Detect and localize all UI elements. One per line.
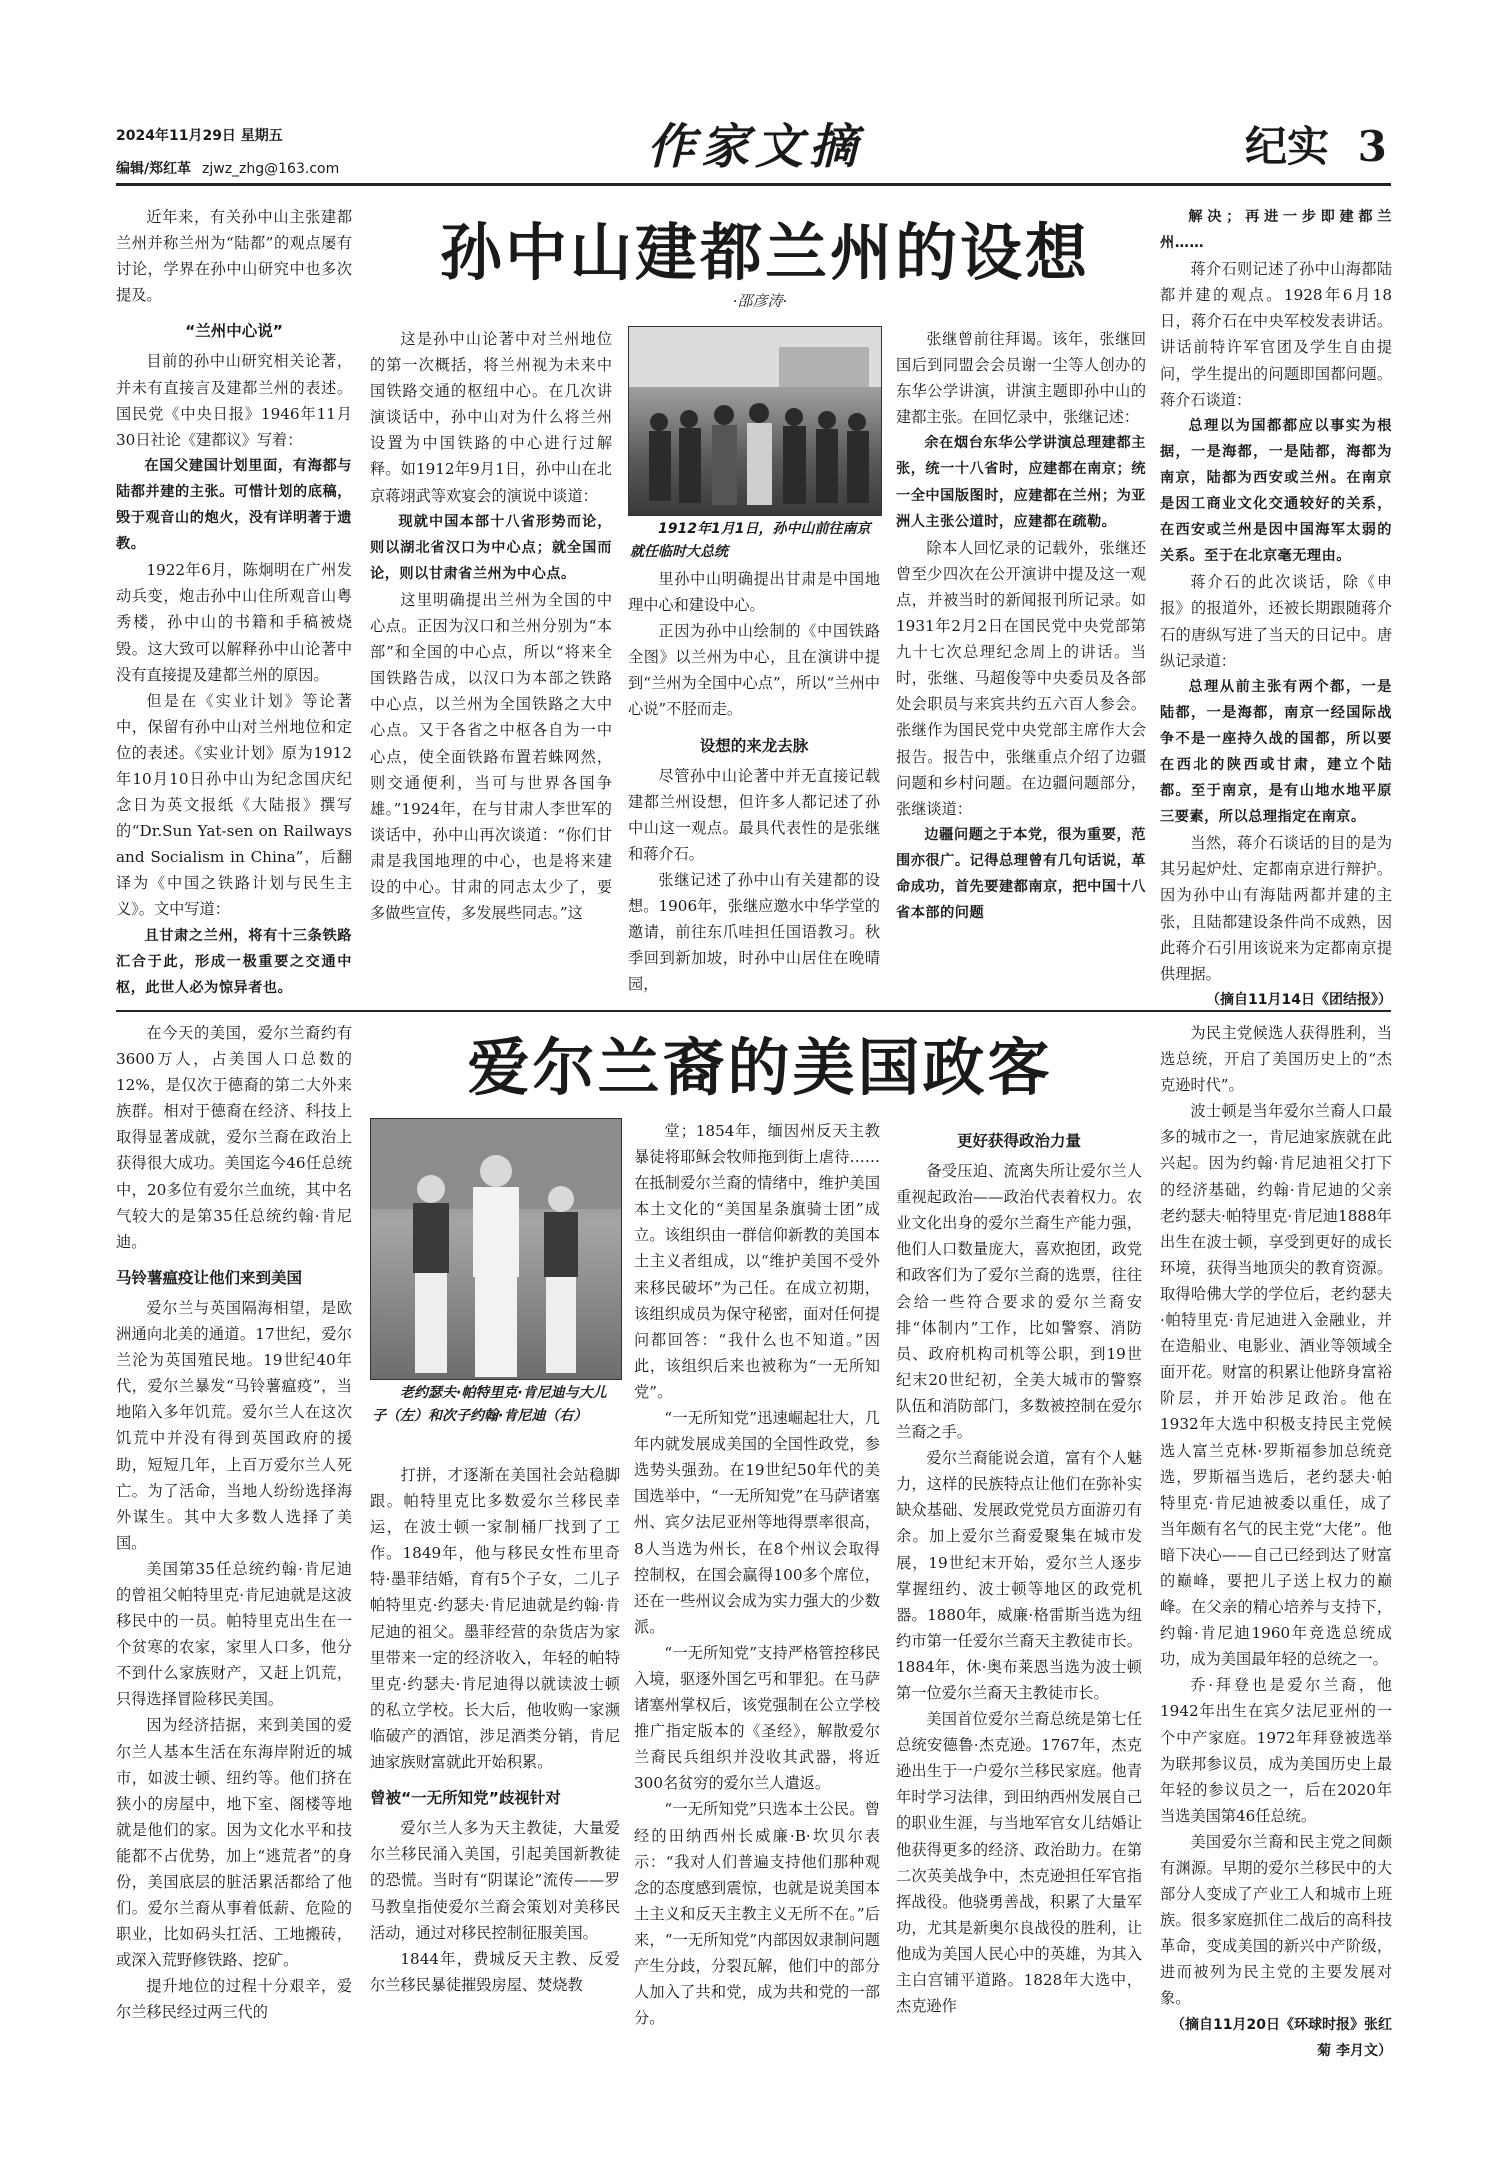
paragraph: “一无所知党”只选本土公民。曾经的田纳西州长威廉·B·坎贝尔表示：“我对人们普遍支持他们那种观念的态度感到震惊，也就是说美国本土主义和反天主教主义无所不在。”后来，“一无所知党”内部因奴隶制问题产生分歧，分裂瓦解，他们中的部分人加入了共和党，成为共和党的一部分。 xyxy=(634,1800,880,2028)
paragraph: 备受压迫、流离失所让爱尔兰人重视起政治——政治代表着权力。农业文化出身的爱尔兰裔生产能力强，他们人口数量庞大，喜欢抱团，政党和政客们为了爱尔兰裔的选票，往往会给一些符合要求的爱尔兰裔安排“体制内”工作，比如警察、消防员、政府机构司机等公职，到19世纪末20世纪初，全美大城市的警察队伍和消防部门，多数被控制在爱尔兰裔之手。 xyxy=(896,1162,1142,1442)
article1-author: ·邵彦涛· xyxy=(732,292,788,310)
quote-block: 总理以为国都都应以事实为根据，一是海都，一是陆都，海都为南京，陆都为西安或兰州。在南京是因工商业文化交通较好的关系，在西安或兰州是因中国海军太弱的关系。至于在北京毫无理由。 xyxy=(1160,417,1392,565)
paragraph: 但是在《实业计划》等论著中，保留有孙中山对兰州地位和定位的表述。《实业计划》原为1912年10月10日孙中山为纪念国庆纪念日为英文报纸《大陆报》撰写的“Dr.Sun Yat-sen on Railways and Socialism in China”，后翻译为《中国之铁路计划与民生主义》。文中写道： xyxy=(116,691,352,919)
paragraph: 打拼，才逐渐在美国社会站稳脚跟。帕特里克比多数爱尔兰移民幸运，在波士顿一家制桶厂找到了工作。1849年，他与移民女性布里奇特·墨菲结婚，育有5个子女，二儿子帕特里克·约瑟夫·肯尼迪就是约翰·肯尼迪的祖父。墨菲经营的杂货店为家里带来一定的经济收入，年轻的帕特里克·约瑟夫·肯尼迪得以就读波士顿的私立学校。长大后，他收购一家濒临破产的酒馆，涉足酒类分销，肯尼迪家族财富就此开始积累。 xyxy=(370,1466,620,1772)
paragraph: 提升地位的过程十分艰辛，爱尔兰移民经过两三代的 xyxy=(116,1977,352,2022)
paragraph: 蒋介石的此次谈话，除《申报》的报道外，还被长期跟随蒋介石的唐纵写进了当天的日记中。唐纵记录道： xyxy=(1160,573,1392,670)
source-note: （摘自11月14日《团结报》） xyxy=(1206,991,1392,1008)
paragraph: 爱尔兰与英国隔海相望，是欧洲通向北美的通道。17世纪，爱尔兰沦为英国殖民地。19世纪40年代，爱尔兰暴发“马铃薯瘟疫”，当地陷入多年饥荒。爱尔兰人在这次饥荒中并没有得到英国政府的援助，短短几年，上百万爱尔兰人死亡。为了活命，当地人纷纷选择海外谋生。其中大多数人选择了美国。 xyxy=(116,1298,352,1552)
paragraph: 为民主党候选人获得胜利，当选总统，开启了美国历史上的“杰克逊时代”。 xyxy=(1160,1024,1392,1095)
subheading: “兰州中心说” xyxy=(185,322,283,341)
paragraph: 张继记述了孙中山有关建都的设想。1906年，张继应邀水中华学堂的邀请，前往东爪哇担任国语教习。秋季回到新加坡，时孙中山居住在晚晴园， xyxy=(628,871,880,994)
paragraph: 里孙中山明确提出甘肃是中国地理中心和建设中心。 xyxy=(628,570,880,615)
paragraph: 当然，蒋介石谈话的目的是为其另起炉灶、定都南京进行辩护。因为孙中山有海陆两都并建的主张，且陆都建设条件尚不成熟，因此蒋介石引用该说来为定都南京提供理据。 xyxy=(1160,834,1392,983)
paragraph: 波士顿是当年爱尔兰裔人口最多的城市之一，肯尼迪家族就在此兴起。因为约翰·肯尼迪祖父打下的经济基础，约翰·肯尼迪的父亲老约瑟夫·帕特里克·肯尼迪1888年出生在波士顿，享受到更好的成长环境，获得当地顶尖的教育资源。取得哈佛大学的学位后，老约瑟夫·帕特里克·肯尼迪进入金融业，并在造船业、电影业、酒业等领域全面开花。财富的积累让他跻身富裕阶层，并开始涉足政治。他在1932年大选中积极支持民主党候选人富兰克林·罗斯福参加总统竞选，罗斯福当选后，老约瑟夫·帕特里克·肯尼迪被委以重任，成了当年颇有名气的民主党“大佬”。他暗下决心——自己已经到达了财富的巅峰，要把儿子送上权力的巅峰。在父亲的精心培养与支持下，约翰·肯尼迪1960年竞选总统成功，成为美国最年轻的总统之一。 xyxy=(1160,1102,1392,1669)
paragraph: 张继曾前往拜谒。该年，张继回国后到同盟会会员谢一尘等人创办的东华公学讲演，讲演主题即孙中山的建都主张。在回忆录中，张继记述： xyxy=(896,330,1146,427)
article2-col5 xyxy=(1160,1020,1392,2064)
paragraph: 1844年，费城反天主教、反爱尔兰移民暴徒摧毁房屋、焚烧教 xyxy=(370,1949,620,1994)
subheading: 马铃薯瘟疫让他们来到美国 xyxy=(116,1268,303,1287)
paragraph: “一无所知党”支持严格管控移民入境，驱逐外国乞丐和罪犯。在马萨诸塞州掌权后，该党强制在公立学校推广指定版本的《圣经》，解散爱尔兰裔民兵组织并没收其武器，将近300名贫穷的爱尔兰人遣返。 xyxy=(634,1643,880,1793)
paragraph: 美国第35任总统约翰·肯尼迪的曾祖父帕特里克·肯尼迪就是这波移民中的一员。帕特里克出生在一个贫寒的农家，家里人口多，他分不到什么家族财产，又赶上饥荒，只得选择冒险移民美国。 xyxy=(116,1559,352,1709)
paragraph: 乔·拜登也是爱尔兰裔，他1942年出生在宾夕法尼亚州的一个中产家庭。1972年拜登被选举为联邦参议员，成为美国历史上最年轻的参议员之一，后在2020年当选美国第46任总统。 xyxy=(1160,1676,1392,1825)
article2-photo-caption: 老约瑟夫·帕特里克·肯尼迪与大儿子（左）和次子约翰·肯尼迪（右） xyxy=(372,1385,607,1424)
article2-col4 xyxy=(896,1118,1142,2019)
editor-name: 编辑/郑红革 xyxy=(116,161,192,177)
page-number: 3 xyxy=(1357,122,1387,171)
article2-col2 xyxy=(370,1462,620,1998)
quote-block: 解决；再进一步即建都兰州…… xyxy=(1160,209,1392,252)
article1-col5 xyxy=(1160,204,1392,1013)
paragraph: 因为经济拮据，来到美国的爱尔兰人基本生活在东海岸附近的城市，如波士顿、纽约等。他们挤在狭小的房屋中，地下室、阁楼等地就是他们的家。因为文化水平和技能都不占优势，加上“逃荒者”的身份，美国底层的脏活累活都给了他们。爱尔兰裔从事着低薪、危险的职业，比如码头扛活、工地搬砖，或深入荒野修铁路、挖矿。 xyxy=(116,1716,352,1970)
paragraph: 除本人回忆录的记载外，张继还曾至少四次在公开演讲中提及这一观点，并被当时的新闻报刊所记录。如1931年2月2日在国民党中央党部第九十七次总理纪念周上的讲话。当时，张继、马超俊等中央委员及各部处会职员与来宾共约五六百人参会。张继作为国民党中央党部主席作大会报告。报告中，张继重点介绍了边疆问题和乡村问题。在边疆问题部分，张继谈道： xyxy=(896,538,1146,818)
section-label xyxy=(1245,114,1387,174)
article2-col1 xyxy=(116,1020,352,2026)
article-divider xyxy=(116,1010,1391,1012)
paragraph: 堂；1854年，缅因州反天主教暴徒将耶稣会牧师拖到街上虐待……在抵制爱尔兰裔的情绪中，维护美国本土文化的“美国星条旗骑士团”成立。该组织由一群信仰新教的美国本土主义者组成，以“维护美国不受外来移民破坏”为己任。在成立初期，该组织成员为保守秘密，面对任何提问都回答：“我什么也不知道。”因此，该组织后来也被称为“一无所知党”。 xyxy=(634,1122,880,1401)
article2-photo xyxy=(370,1118,622,1380)
subheading: 设想的来龙去脉 xyxy=(699,736,809,755)
family-photo-icon xyxy=(371,1119,621,1379)
paragraph: 1922年6月，陈炯明在广州发动兵变，炮击孙中山住所观音山粤秀楼，孙中山的书籍和手稿被烧毁。这大致可以解释孙中山论著中没有直接提及建都兰州的原因。 xyxy=(116,561,352,684)
article1-photo xyxy=(628,326,882,516)
paragraph: 尽管孙中山论著中并无直接记载建都兰州设想，但许多人都记述了孙中山这一观点。最具代表性的是张继和蒋介石。 xyxy=(628,766,880,863)
source-note: （摘自11月20日《环球时报》张红菊 李月文） xyxy=(1171,2016,1392,2059)
subheading: 更好获得政治力量 xyxy=(956,1132,1081,1150)
quote-block: 总理从前主张有两个都，一是陆都，一是海都，南京一经国际战争不是一座持久战的国都，所以要在西北的陕西或甘肃，建立个陆都。至于南京，是有山地水地平原三要素，所以总理指定在南京。 xyxy=(1160,678,1392,826)
quote-block: 且甘肃之兰州，将有十三条铁路汇合于此，形成一极重要之交通中枢，此世人必为惊异者也。 xyxy=(116,927,352,996)
header-rule xyxy=(116,183,1391,186)
subheading: 曾被“一无所知党”歧视针对 xyxy=(370,1789,561,1808)
article1-col1 xyxy=(116,204,352,1001)
quote-block: 现就中国本部十八省形势而论，则以湖北省汉口为中心点；就全国而论，则以甘肃省兰州为中心点。 xyxy=(370,513,612,582)
quote-block: 余在烟台东华公学讲演总理建都主张，统一十八省时，应建都在南京；统一全中国版图时，应建都在兰州；为亚洲人主张公道时，应建都在疏勒。 xyxy=(896,435,1146,530)
article1-photo-caption: 1912年1月1日，孙中山前往南京就任临时大总统 xyxy=(630,521,871,560)
paragraph: “一无所知党”迅速崛起壮大，几年内就发展成美国的全国性政党，参选势头强劲。在19世纪50年代的美国选举中，“一无所知党”在马萨诸塞州、宾夕法尼亚州等地得票率很高，8人当选为州长，在8个州议会取得控制权，在国会赢得100多个席位，还在一些州议会成为实力强大的少数派。 xyxy=(634,1409,880,1636)
section-name: 纪实 xyxy=(1245,122,1330,171)
paragraph: 这是孙中山论著中对兰州地位的第一次概括，将兰州视为未来中国铁路交通的枢纽中心。在几次讲演谈话中，孙中山对为什么将兰州设置为中国铁路的中心进行过解释。如1912年9月1日，孙中山在北京蒋翊武等欢宴会的演说中谈道： xyxy=(370,330,612,505)
editor-email: zjwz_zhg@163.com xyxy=(202,161,340,177)
editor-line xyxy=(116,158,339,178)
masthead-logo: 作家文摘 xyxy=(646,119,863,175)
quote-block: 边疆问题之于本党，很为重要，范围亦很广。记得总理曾有几句话说，革命成功，首先要建都南京，把中国十八省本部的问题 xyxy=(896,826,1146,922)
article2-title: 爱尔兰裔的美国政客 xyxy=(467,1031,1053,1104)
paragraph: 美国爱尔兰裔和民主党之间颇有渊源。早期的爱尔兰移民中的大部分人变成了产业工人和城市上班族。很多家庭抓住二战后的高科技革命，变成美国的新兴中产阶级，进而被列为民主党的主要发展对象。 xyxy=(1160,1832,1392,2008)
article2-col3 xyxy=(634,1118,880,2031)
paragraph: 这里明确提出兰州为全国的中心点。正因为汉口和兰州分别为“本部”和全国的中心点，所以“将来全国铁路告成，以汉口为本部之铁路中心点，以兰州为全国铁路之大中心点。又于各省之中枢各自为一中心点，使全面铁路布置若蛛网然，则交通便利，当可与世界各国争雄。”1924年，在与甘肃人李世军的谈话中，孙中山再次谈道：“你们甘肃是我国地理的中心，也是将来建设的中心。甘肃的同志太少了，要多做些宣传，多发展些同志。”这 xyxy=(370,590,612,923)
quote-block: 在国父建国计划里面，有海都与陆都并建的主张。可惜计划的底稿，毁于观音山的炮火，没有详明著于遗教。 xyxy=(116,457,352,553)
paragraph: 爱尔兰裔能说会道，富有个人魅力，这样的民族特点让他们在弥补实缺众基础、发展政党党员方面游刃有余。加上爱尔兰裔爱聚集在城市发展，19世纪末开始，爱尔兰人逐步掌握纽约、波士顿等地区的政党机器。1880年，威廉·格雷斯当选为纽约市第一任爱尔兰裔天主教徒市长。1884年，休·奥布莱恩当选为波士顿第一位爱尔兰裔天主教徒市长。 xyxy=(896,1449,1142,1702)
issue-date: 2024年11月29日 星期五 xyxy=(116,128,283,144)
paragraph: 在今天的美国，爱尔兰裔约有3600万人，占美国人口总数的12%，是仅次于德裔的第二大外来族群。相对于德裔在经济、科技上取得显著成就，爱尔兰裔在政治上获得很大成功。美国迄今46任总统中，20多位有爱尔兰血统，其中名气较大的是第35任总统约翰·肯尼迪。 xyxy=(116,1024,352,1251)
paragraph: 近年来，有关孙中山主张建都兰州并称兰州为“陆都”的观点屡有讨论，学界在孙中山研究中也多次提及。 xyxy=(116,208,352,305)
article1-title: 孙中山建都兰州的设想 xyxy=(439,216,1090,289)
article1-col4 xyxy=(896,326,1146,926)
crowd-photo-icon xyxy=(629,327,881,515)
article1-col3 xyxy=(628,566,880,998)
paragraph: 蒋介石则记述了孙中山海都陆都并建的观点。1928年6月18日，蒋介石在中央军校发表讲话。讲话前特许军官团及学生自由提问，学生提出的问题即国都问题。蒋介石谈道： xyxy=(1160,260,1392,409)
paragraph: 目前的孙中山研究相关论著，并未有直接言及建都兰州的表述。国民党《中央日报》1946年11月30日社论《建都议》写着： xyxy=(116,352,352,449)
paragraph: 正因为孙中山绘制的《中国铁路全图》以兰州为中心，且在演讲中提到“兰州为全国中心点”，所以“兰州中心说”不胫而走。 xyxy=(628,622,880,719)
paragraph: 爱尔兰人多为天主教徒，大量爱尔兰移民涌入美国，引起美国新教徒的恐慌。当时有“阴谋论”流传——罗马教皇指使爱尔兰裔会策划对美移民活动，通过对移民控制征服美国。 xyxy=(370,1819,620,1942)
paragraph: 美国首位爱尔兰裔总统是第七任总统安德鲁·杰克逊。1767年，杰克逊出生于一户爱尔兰移民家庭。他青年时学习法律，到田纳西州发展自己的职业生涯，与当地军官女儿结婚让他获得更多的经济、政治助力。在第二次英美战争中，杰克逊担任军官指挥战役。他骁勇善战，积累了大量军功，尤其是新奥尔良战役的胜利，让他成为美国人民心中的英雄，为其入主白宫铺平道路。1828年大选中，杰克逊作 xyxy=(896,1710,1142,2016)
article1-col2 xyxy=(370,326,612,926)
